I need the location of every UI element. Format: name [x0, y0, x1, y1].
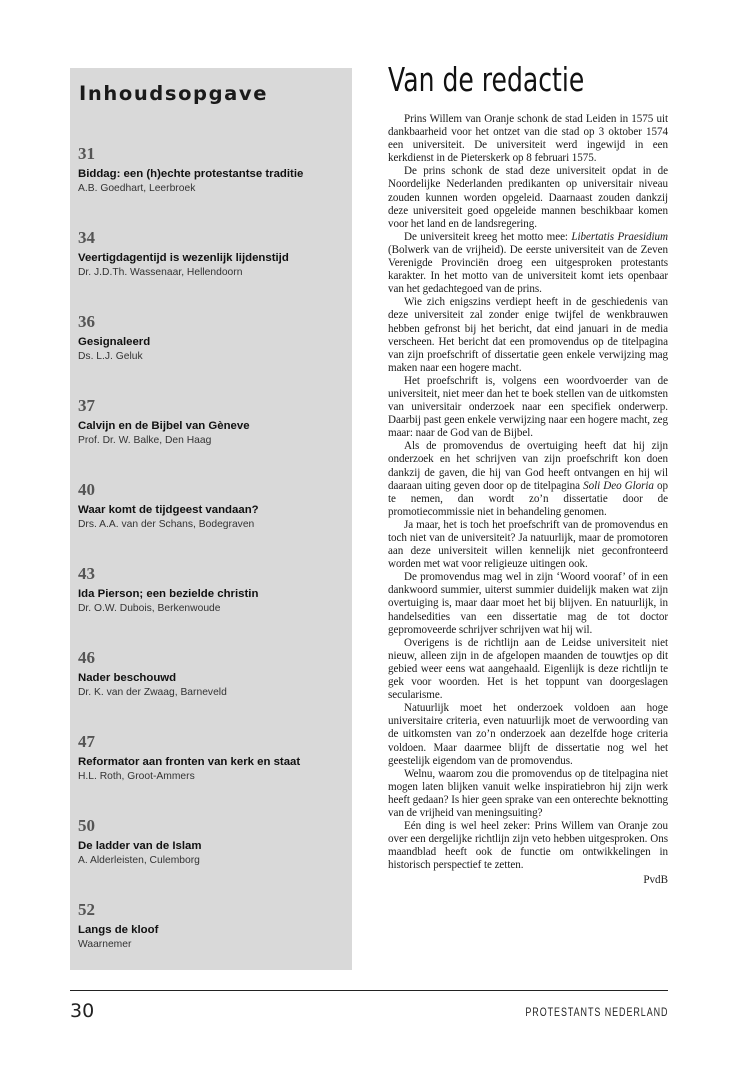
toc-entry-title: Nader beschouwd [78, 672, 177, 684]
toc-entry-title: Gesignaleerd [78, 336, 151, 348]
page-number: 30 [70, 1000, 95, 1022]
toc-entry-title: Reformator aan fronten van kerk en staat [78, 756, 301, 768]
article-paragraph: Eén ding is wel heel zeker: Prins Willem van Oranje zou over een dergelijke richtlijn zijn veto hebben uitgesproken. Ons maandblad heeft ook de functie om ontwikkelingen in historisch perspectief te zetten. [388, 820, 668, 872]
toc-entry-author: Waarnemer [78, 939, 132, 950]
toc-page-number: 37 [78, 396, 95, 415]
toc-entry-author: Dr. J.D.Th. Wassenaar, Hellendoorn [78, 267, 243, 278]
article-paragraph: De promovendus mag wel in zijn ‘Woord vooraf’ of in een dankwoord summier, uiterst summier duidelijk maken wat zijn overtuiging is, maar daar moet het bij blijven. En natuurlijk, in handelsedities van een dissertatie mag de tot doctor gepromoveerde schrijver schrijven wat hij wil. [388, 571, 668, 636]
toc-entry-author: Ds. L.J. Geluk [78, 351, 143, 362]
paragraph-text: Als de promovendus de overtuiging heeft dat hij zijn onderzoek en het schrijven van zijn proefschrift kon doen dankzij de gaven, die hij van God heeft ontvangen en hij wil daaraan uiting geven door op de titelpagina [388, 440, 668, 492]
paragraph-text: (Bolwerk van de vrijheid). De eerste universiteit van de Zeven Verenigde Provinciën droeg een uitgesproken protestants karakter. In het motto van de universiteit komt iets openbaar van het gedachtegoed van de prins. [388, 243, 668, 296]
toc-entry-author: Dr. O.W. Dubois, Berkenwoude [78, 603, 221, 614]
toc-entry-title: Veertigdagentijd is wezenlijk lijdenstijd [78, 252, 289, 264]
article-title: Van de redactie [388, 60, 585, 99]
toc-page-number: 47 [78, 732, 95, 751]
toc-entry[interactable] [78, 648, 346, 700]
article-paragraph: Wie zich enigszins verdiept heeft in de geschiedenis van deze universiteit zal zonder enige twijfel de wenkbrauwen hebben gefronst bij het bericht, dat eind januari in de media verscheen. Het bericht dat een promovendus op de titelpagina van zijn proefschrift of dissertatie geen enkele verwijzing mag maken naar een hogere macht. [388, 296, 668, 374]
toc-page-number: 46 [78, 648, 95, 667]
publication-name: PROTESTANTS NEDERLAND [524, 1007, 668, 1019]
footer-divider [70, 990, 668, 991]
toc-entry-title: Calvijn en de Bijbel van Gèneve [78, 420, 250, 432]
toc-title: Inhoudsopgave [79, 82, 269, 105]
toc-page-number: 31 [78, 144, 95, 163]
paragraph-text: De universiteit kreeg het motto mee: [404, 230, 572, 243]
toc-entry[interactable] [78, 480, 346, 532]
toc-entry[interactable] [78, 816, 346, 868]
editorial-article [388, 58, 668, 887]
toc-entry-author: H.L. Roth, Groot-Ammers [78, 771, 195, 782]
toc-entry-title: Ida Pierson; een bezielde christin [78, 588, 259, 600]
toc-entry[interactable] [78, 228, 346, 280]
toc-entry[interactable] [78, 396, 346, 448]
paragraph-text: op te nemen, dan wordt zo’n dissertatie door de promotiecommissie niet in behandeling genomen. [388, 479, 669, 518]
article-paragraph: De prins schonk de stad deze universiteit opdat in de Noordelijke Nederlanden predikanten op universitair niveau zouden kunnen worden opgeleid. Daarnaast zouden dankzij deze universiteit goed opgeleide mannen beschikbaar komen voor het land en de landsregering. [388, 165, 668, 230]
toc-entry[interactable] [78, 732, 346, 784]
table-of-contents [70, 68, 352, 970]
latin-motto: Libertatis Praesidium [571, 230, 668, 243]
article-body [388, 113, 668, 887]
toc-entry-title: Biddag: een (h)echte protestantse traditie [78, 168, 304, 180]
toc-page-number: 40 [78, 480, 95, 499]
article-paragraph [388, 231, 668, 296]
toc-entry[interactable] [78, 312, 346, 364]
toc-page-number: 50 [78, 816, 95, 835]
toc-page-number: 43 [78, 564, 95, 583]
article-paragraph: Prins Willem van Oranje schonk de stad Leiden in 1575 uit dankbaarheid voor het ontzet van die stad op 3 oktober 1574 een universiteit. De universiteit werd ingewijd in een kerkdienst in de Pieterskerk op 8 februari 1575. [388, 113, 668, 165]
author-signature: PvdB [643, 874, 668, 887]
toc-entry-author: A.B. Goedhart, Leerbroek [78, 183, 196, 194]
toc-entry[interactable] [78, 144, 346, 196]
latin-motto: Soli Deo Gloria [583, 479, 654, 492]
toc-page-number: 34 [78, 228, 95, 247]
toc-entry-author: Drs. A.A. van der Schans, Bodegraven [78, 519, 255, 530]
article-paragraph: Natuurlijk moet het onderzoek voldoen aan hoge universitaire criteria, even natuurlijk moet de verwoording van de uitkomsten van zo’n onderzoek aan dezelfde hoge criteria voldoen. Maar daarmee blijft de dissertatie nog wel het geestelijk eigendom van de promovendus. [388, 702, 668, 767]
toc-entry[interactable] [78, 564, 346, 616]
article-paragraph: Welnu, waarom zou die promovendus op de titelpagina niet mogen laten blijken vanuit welke inspiratiebron hij zijn werk heeft gedaan? Is hier geen sprake van een onterechte beknotting van de vrijheid van meningsuiting? [388, 767, 668, 819]
toc-entry-author: Dr. K. van der Zwaag, Barneveld [78, 687, 227, 698]
toc-entry-title: Langs de kloof [78, 924, 159, 936]
article-paragraph [388, 440, 668, 519]
toc-entry[interactable] [78, 900, 346, 952]
article-paragraph: Ja maar, het is toch het proefschrift van de promovendus en toch niet van de universiteit? Ja natuurlijk, maar de promotoren aan deze universiteit willen kennelijk niet geconfronteerd worden met wat voor religieuze uitingen ook. [388, 518, 668, 571]
toc-page-number: 52 [78, 900, 95, 919]
toc-page-number: 36 [78, 312, 95, 331]
toc-entry-author: A. Alderleisten, Culemborg [78, 855, 200, 866]
toc-entry-author: Prof. Dr. W. Balke, Den Haag [78, 435, 212, 446]
article-paragraph: Overigens is de richtlijn aan de Leidse universiteit niet nieuw, alleen zijn in de afgelopen maanden de touwtjes op dit gebied weer eens wat aangehaald. Eigenlijk is deze richtlijn te gek voor woorden. Het is het toppunt van doorgeslagen secularisme. [388, 636, 668, 702]
toc-entry-title: De ladder van de Islam [78, 840, 202, 852]
toc-entry-title: Waar komt de tijdgeest vandaan? [78, 504, 259, 516]
article-paragraph: Het proefschrift is, volgens een woordvoerder van de universiteit, niet meer dan het te boek stellen van de uitkomsten van universitair onderzoek naar een specifiek onderwerp. Daarbij past geen enkele verwijzing naar een hogere macht, zeg maar: naar de God van de Bijbel. [388, 374, 668, 440]
